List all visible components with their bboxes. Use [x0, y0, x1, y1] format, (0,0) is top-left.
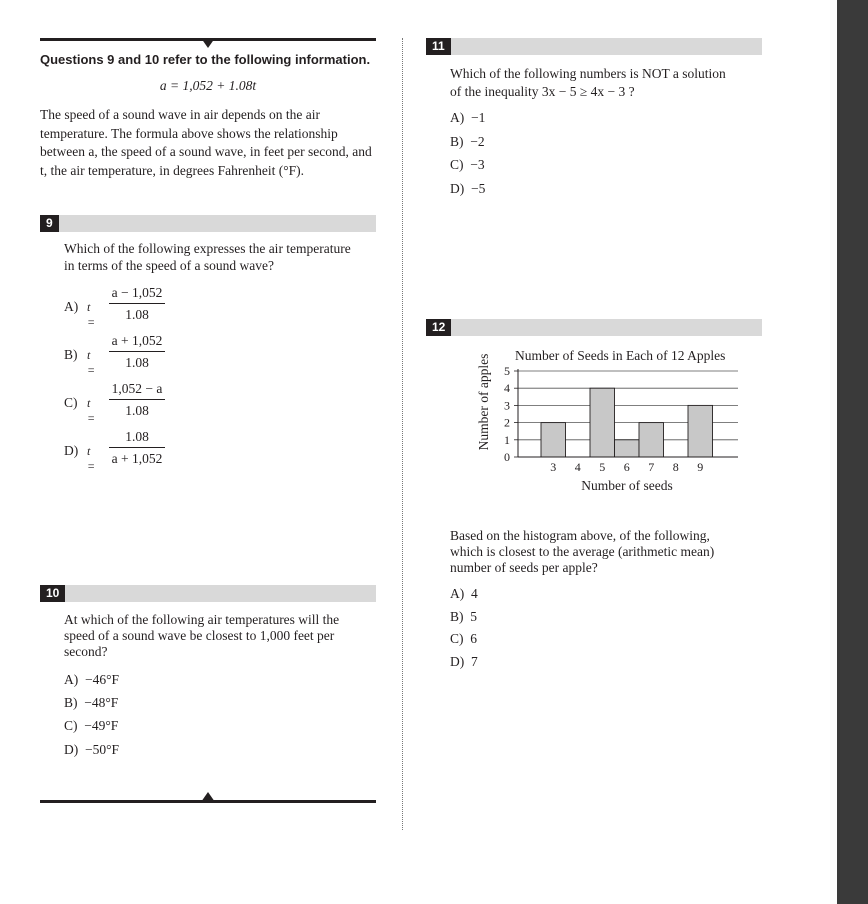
- question-10-choice-d[interactable]: [64, 741, 119, 758]
- question-10-stem-line1: At which of the following air temperatures will the: [64, 612, 340, 627]
- question-10-choice-a[interactable]: [64, 671, 119, 688]
- question-12-band: [426, 319, 762, 336]
- fraction-denominator: a + 1,052: [111, 451, 163, 466]
- question-9-number: 9: [40, 215, 59, 232]
- choice-text: 4: [471, 586, 478, 601]
- y-tick-label: 1: [504, 432, 510, 447]
- question-11-band: [426, 38, 762, 55]
- question-12-choice-d[interactable]: [450, 653, 478, 670]
- choice-label: D): [64, 742, 79, 757]
- fraction-numerator: 1.08: [125, 429, 149, 444]
- question-10-choice-b[interactable]: [64, 694, 118, 711]
- x-axis-label: Number of seeds: [581, 478, 673, 493]
- x-tick-label: 7: [648, 460, 655, 474]
- choice-text: 7: [471, 654, 478, 669]
- choice-text: −49°F: [84, 718, 119, 733]
- histogram-bar: [615, 440, 640, 457]
- triangle-down-icon: [201, 38, 215, 48]
- choice-label: A): [64, 672, 79, 687]
- choice-text: −3: [470, 157, 485, 172]
- fraction-denominator: 1.08: [125, 355, 149, 370]
- histogram-bar: [639, 423, 664, 457]
- choice-label: B): [450, 134, 464, 149]
- histogram-bar: [688, 405, 713, 457]
- question-10-band: [40, 585, 376, 602]
- intro-paragraph: The speed of a sound wave in air depends on the air temperature. The formula above shows the relationship between a, the speed of a sound wave, in feet per second, and t, the air temperature, in degrees Fahrenheit (°F).: [40, 107, 372, 178]
- choice-lhs: t =: [87, 300, 96, 329]
- question-11-choice-d[interactable]: [450, 180, 485, 197]
- question-9-stem-line2: in terms of the speed of a sound wave?: [64, 258, 274, 273]
- choice-label: B): [450, 609, 464, 624]
- y-tick-label: 5: [504, 364, 510, 378]
- x-tick-label: 6: [623, 460, 630, 474]
- choice-label: C): [64, 718, 78, 733]
- choice-text: −1: [471, 110, 486, 125]
- question-12-number: 12: [426, 319, 451, 336]
- choice-lhs: t =: [87, 348, 96, 377]
- choice-label: A): [64, 299, 79, 314]
- question-12-stem-line1: Based on the histogram above, of the following,: [450, 528, 710, 543]
- choice-label: D): [450, 181, 465, 196]
- fraction-numerator: a + 1,052: [111, 333, 163, 348]
- scrollbar[interactable]: [837, 0, 868, 904]
- fraction-numerator: 1,052 − a: [111, 381, 163, 396]
- choice-label: A): [450, 586, 465, 601]
- question-12-stem-line3: number of seeds per apple?: [450, 560, 598, 575]
- x-tick-label: 3: [550, 460, 557, 474]
- choice-text: 6: [470, 631, 477, 646]
- question-10-stem-line3: second?: [64, 644, 108, 659]
- y-tick-label: 4: [504, 381, 510, 396]
- x-tick-label: 9: [697, 460, 704, 474]
- column-divider: [402, 38, 403, 830]
- question-11-choice-c[interactable]: [450, 156, 485, 173]
- y-axis-label: Number of apples: [476, 353, 491, 451]
- choice-label: D): [450, 654, 465, 669]
- choice-label: C): [450, 631, 464, 646]
- x-tick-label: 8: [672, 460, 679, 474]
- question-10-number: 10: [40, 585, 65, 602]
- histogram-bar: [590, 388, 615, 457]
- intro-title: Questions 9 and 10 refer to the following information.: [40, 52, 371, 67]
- choice-lhs: t =: [87, 444, 96, 473]
- question-9-stem-line1: Which of the following expresses the air temperature: [64, 241, 351, 256]
- choice-label: D): [64, 443, 79, 458]
- question-12-choice-a[interactable]: [450, 585, 478, 602]
- choice-label: B): [64, 695, 78, 710]
- question-12-stem-line2: which is closest to the average (arithmetic mean): [450, 544, 715, 559]
- choice-label: C): [450, 157, 464, 172]
- intro-formula: a = 1,052 + 1.08t: [159, 78, 257, 93]
- question-10-choice-c[interactable]: [64, 717, 118, 734]
- question-11-choice-a[interactable]: [450, 109, 485, 126]
- question-10-stem-line2: speed of a sound wave be closest to 1,000 feet per: [64, 628, 335, 643]
- choice-lhs: t =: [87, 396, 96, 425]
- fraction-denominator: 1.08: [125, 307, 149, 322]
- question-12-choice-b[interactable]: [450, 608, 477, 625]
- question-11-number: 11: [426, 38, 451, 55]
- x-tick-label: 4: [574, 460, 581, 474]
- chart-title: Number of Seeds in Each of 12 Apples: [515, 348, 726, 363]
- question-11-stem-line2: of the inequality 3x − 5 ≥ 4x − 3 ?: [450, 84, 635, 99]
- choice-text: −46°F: [85, 672, 120, 687]
- question-11-stem-line1: Which of the following numbers is NOT a solution: [450, 66, 726, 81]
- y-tick-label: 0: [504, 450, 510, 464]
- choice-label: C): [64, 395, 78, 410]
- question-12-choice-c[interactable]: [450, 630, 477, 647]
- fraction-denominator: 1.08: [125, 403, 149, 418]
- y-tick-label: 2: [504, 415, 510, 430]
- choice-text: −5: [471, 181, 486, 196]
- histogram-chart: [470, 342, 760, 502]
- choice-text: −48°F: [84, 695, 119, 710]
- question-11-choice-b[interactable]: [450, 133, 485, 150]
- fraction-numerator: a − 1,052: [111, 285, 163, 300]
- question-9-band: [40, 215, 376, 232]
- choice-text: 5: [470, 609, 477, 624]
- choice-label: B): [64, 347, 78, 362]
- choice-text: −50°F: [85, 742, 120, 757]
- choice-label: A): [450, 110, 465, 125]
- choice-text: −2: [470, 134, 485, 149]
- x-tick-label: 5: [599, 460, 606, 474]
- triangle-up-icon: [201, 792, 215, 802]
- y-tick-label: 3: [504, 398, 510, 413]
- histogram-bar: [541, 423, 566, 457]
